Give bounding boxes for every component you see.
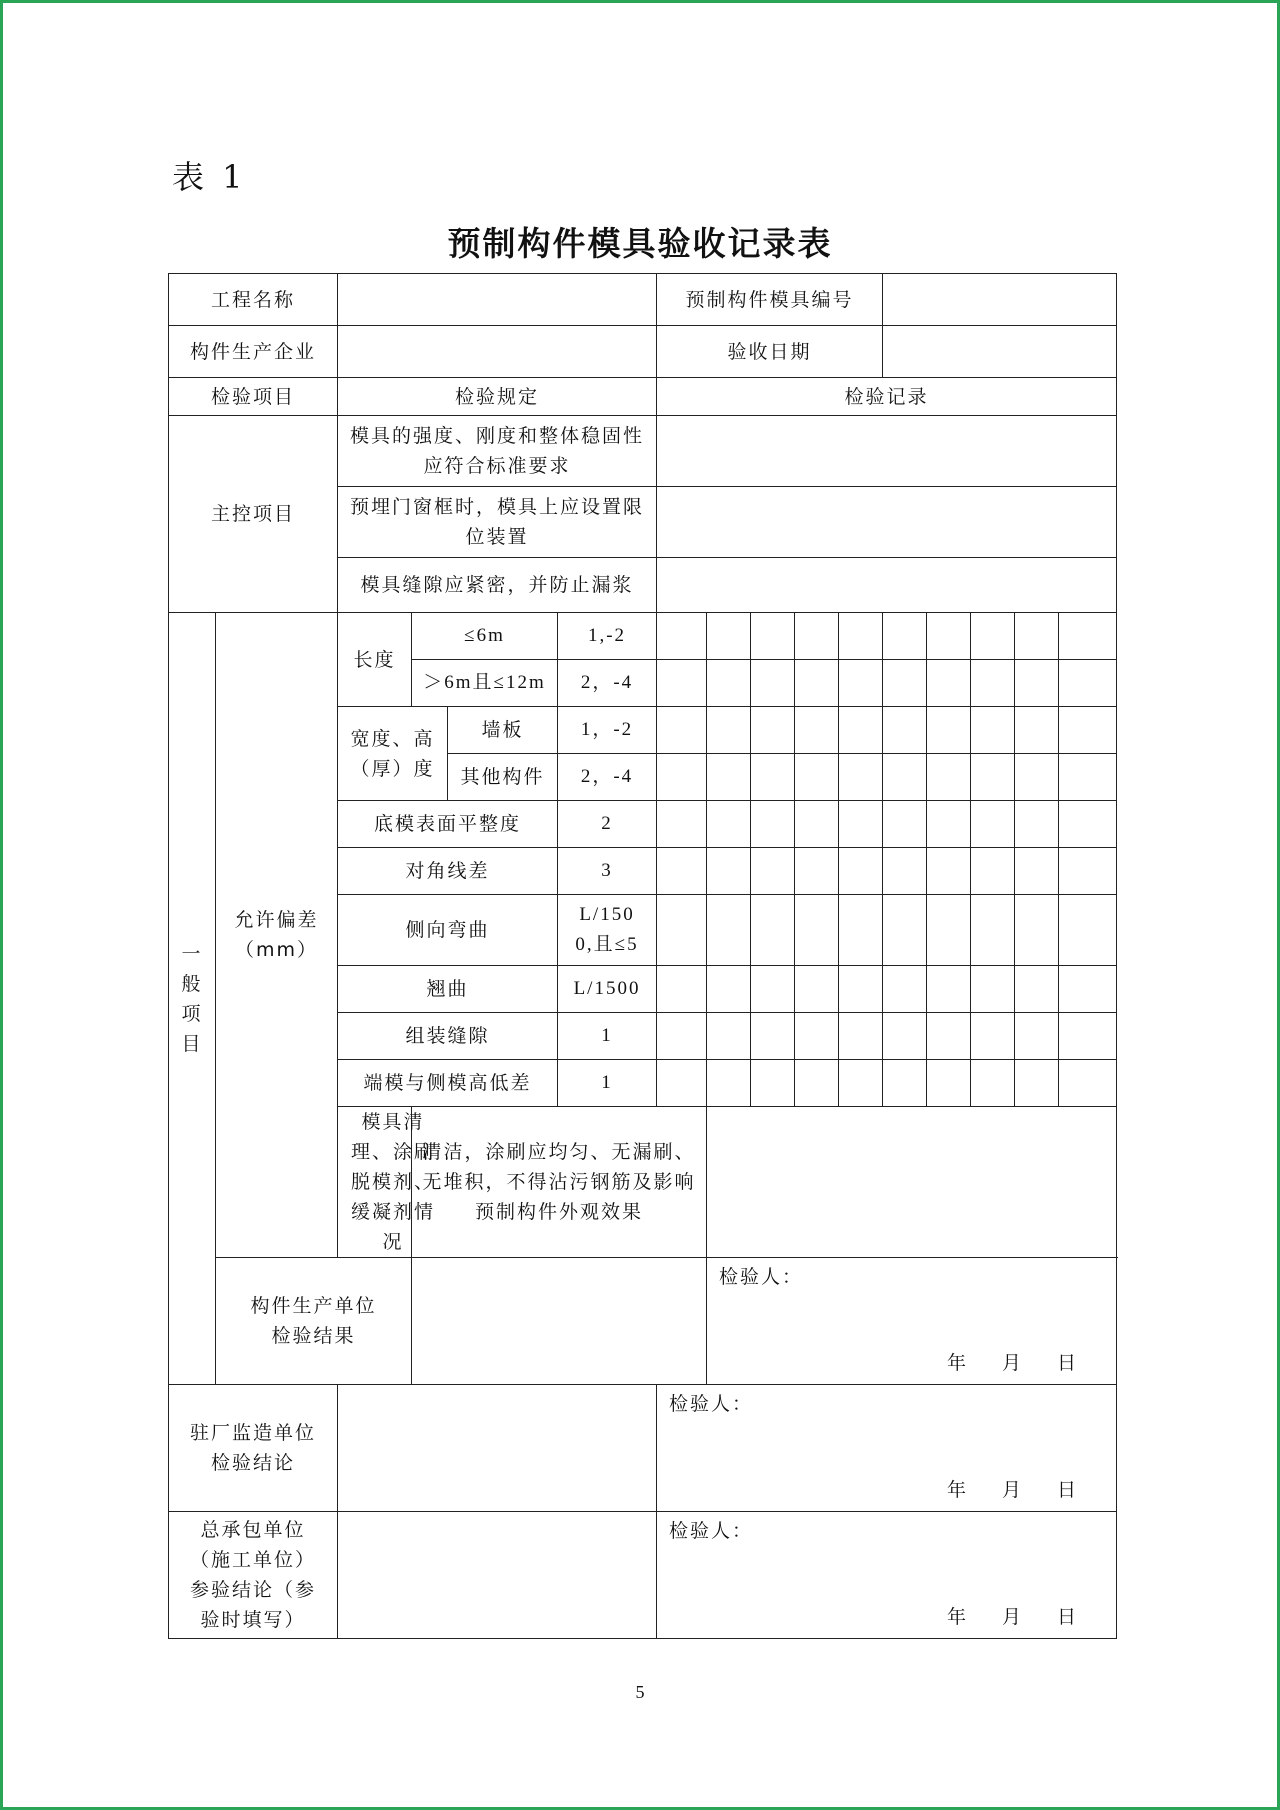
record-cell[interactable] [839,848,883,895]
width-condition: 其他构件 [448,754,558,801]
record-cell[interactable] [1015,613,1059,660]
record-cell[interactable] [927,1013,971,1060]
record-cell[interactable] [1015,660,1059,707]
record-cell[interactable] [1015,1060,1059,1107]
tolerance-value: 3 [558,848,657,895]
record-cell[interactable] [751,848,795,895]
record-cell[interactable] [971,1060,1015,1107]
record-cell[interactable] [1059,613,1117,660]
record-cell[interactable] [927,1060,971,1107]
record-cell[interactable] [839,1060,883,1107]
record-cell[interactable] [1059,966,1117,1013]
tolerance-value: 2 [558,801,657,848]
record-cell[interactable] [795,660,839,707]
mold-number-value[interactable] [883,274,1117,326]
record-cell[interactable] [1015,707,1059,754]
page-title: 预制构件模具验收记录表 [447,224,833,263]
length-condition: ＞6m且≤12m [412,660,558,707]
record-cell[interactable] [1015,754,1059,801]
record-cell[interactable] [1059,754,1117,801]
inspection-form-table [168,273,1117,1639]
record-cell[interactable] [883,707,927,754]
project-name-value[interactable] [338,274,657,326]
record-cell[interactable] [971,613,1015,660]
record-cell[interactable] [707,1107,1117,1258]
signoff-result[interactable] [412,1258,707,1385]
record-cell[interactable] [1059,848,1117,895]
mold-number-label: 预制构件模具编号 [657,274,883,326]
record-cell[interactable] [707,754,751,801]
length-label: 长度 [338,613,412,707]
record-cell[interactable] [707,707,751,754]
tolerance-item: 组装缝隙 [338,1013,558,1060]
record-cell[interactable] [795,613,839,660]
record-cell[interactable] [707,660,751,707]
record-cell[interactable] [657,895,707,966]
signoff-label: 驻厂监造单位检验结论 [169,1385,338,1512]
main-control-label: 主控项目 [169,416,338,613]
record-cell[interactable] [839,707,883,754]
record-cell[interactable] [657,754,707,801]
record-cell[interactable] [971,754,1015,801]
record-cell[interactable] [795,1013,839,1060]
width-height-label: 宽度、高（厚）度 [338,707,448,801]
record-cell[interactable] [751,613,795,660]
record-cell[interactable] [927,895,971,966]
record-cell[interactable] [883,613,927,660]
date-fields: 年 月 日 [947,1606,1079,1628]
signoff-result[interactable] [338,1385,657,1512]
record-cell[interactable] [657,487,1117,558]
record-cell[interactable] [1059,660,1117,707]
accept-date-label: 验收日期 [657,326,883,378]
tolerance-value: 1 [558,1013,657,1060]
main-control-rule: 模具的强度、刚度和整体稳固性应符合标准要求 [338,416,657,487]
record-cell[interactable] [1059,707,1117,754]
record-cell[interactable] [707,848,751,895]
record-cell[interactable] [1059,801,1117,848]
tolerance-value: L/1500,且≤5 [558,895,657,966]
record-cell[interactable] [795,707,839,754]
cleaning-label: 模具清理、涂刷脱模剂、缓凝剂情况 [338,1107,412,1258]
main-control-rule: 预埋门窗框时，模具上应设置限位装置 [338,487,657,558]
record-cell[interactable] [883,895,927,966]
tolerance-item: 对角线差 [338,848,558,895]
main-control-rule: 模具缝隙应紧密，并防止漏浆 [338,558,657,613]
record-cell[interactable] [707,801,751,848]
record-cell[interactable] [883,801,927,848]
column-header-rule: 检验规定 [338,378,657,416]
record-cell[interactable] [795,801,839,848]
record-cell[interactable] [751,660,795,707]
length-condition: ≤6m [412,613,558,660]
record-cell[interactable] [971,895,1015,966]
record-cell[interactable] [839,613,883,660]
record-cell[interactable] [883,754,927,801]
record-cell[interactable] [927,707,971,754]
record-cell[interactable] [883,1060,927,1107]
inspector-label: 检验人： [669,1393,754,1415]
record-cell[interactable] [839,1013,883,1060]
date-fields: 年 月 日 [947,1352,1079,1374]
record-cell[interactable] [971,801,1015,848]
record-cell[interactable] [1015,895,1059,966]
accept-date-value[interactable] [883,326,1117,378]
page-number: 5 [635,1682,645,1702]
record-cell[interactable] [883,966,927,1013]
tolerance-value: 1 [558,1060,657,1107]
record-cell[interactable] [795,848,839,895]
record-cell[interactable] [795,966,839,1013]
record-cell[interactable] [657,660,707,707]
record-cell[interactable] [927,613,971,660]
signoff-signature[interactable] [707,1258,1117,1385]
signoff-label: 总承包单位（施工单位）参验结论（参验时填写） [169,1512,338,1639]
record-cell[interactable] [657,848,707,895]
record-cell[interactable] [751,707,795,754]
record-cell[interactable] [839,966,883,1013]
record-cell[interactable] [971,707,1015,754]
record-cell[interactable] [657,707,707,754]
general-items-label: 一般项目 [169,613,216,1385]
signoff-result[interactable] [338,1512,657,1639]
record-cell[interactable] [883,660,927,707]
table-label: 表 1 [172,158,247,196]
tolerance-item: 底模表面平整度 [338,801,558,848]
record-cell[interactable] [657,966,707,1013]
record-cell[interactable] [657,1060,707,1107]
producer-label: 构件生产企业 [169,326,338,378]
record-cell[interactable] [971,966,1015,1013]
record-cell[interactable] [971,660,1015,707]
tolerance-value: 1，-2 [558,707,657,754]
record-cell[interactable] [839,660,883,707]
record-cell[interactable] [751,1060,795,1107]
record-cell[interactable] [707,966,751,1013]
tolerance-label: 允许偏差（mm） [216,613,338,1258]
record-cell[interactable] [707,895,751,966]
record-cell[interactable] [657,558,1117,613]
producer-value[interactable] [338,326,657,378]
record-cell[interactable] [795,1060,839,1107]
record-cell[interactable] [927,754,971,801]
record-cell[interactable] [1015,966,1059,1013]
record-cell[interactable] [883,1013,927,1060]
record-cell[interactable] [927,801,971,848]
record-cell[interactable] [707,1013,751,1060]
record-cell[interactable] [1059,1060,1117,1107]
record-cell[interactable] [657,613,707,660]
signoff-signature[interactable] [657,1512,1117,1639]
record-cell[interactable] [927,660,971,707]
record-cell[interactable] [657,416,1117,487]
record-cell[interactable] [707,1060,751,1107]
record-cell[interactable] [839,754,883,801]
width-condition: 墙板 [448,707,558,754]
tolerance-item: 侧向弯曲 [338,895,558,966]
record-cell[interactable] [927,848,971,895]
tolerance-item: 端模与侧模高低差 [338,1060,558,1107]
tolerance-value: L/1500 [558,966,657,1013]
record-cell[interactable] [751,895,795,966]
record-cell[interactable] [1059,895,1117,966]
record-cell[interactable] [1015,848,1059,895]
record-cell[interactable] [707,613,751,660]
tolerance-value: 2，-4 [558,754,657,801]
signoff-signature[interactable] [657,1385,1117,1512]
cleaning-rule: 清洁，涂刷应均匀、无漏刷、无堆积，不得沾污钢筋及影响预制构件外观效果 [412,1107,707,1258]
record-cell[interactable] [927,966,971,1013]
record-cell[interactable] [751,1013,795,1060]
project-name-label: 工程名称 [169,274,338,326]
date-fields: 年 月 日 [947,1479,1079,1501]
record-cell[interactable] [1015,801,1059,848]
record-cell[interactable] [795,895,839,966]
tolerance-value: 2，-4 [558,660,657,707]
record-cell[interactable] [657,1013,707,1060]
column-header-item: 检验项目 [169,378,338,416]
record-cell[interactable] [883,848,927,895]
record-cell[interactable] [839,801,883,848]
record-cell[interactable] [1015,1013,1059,1060]
signoff-label: 构件生产单位检验结果 [216,1258,412,1385]
record-cell[interactable] [751,966,795,1013]
record-cell[interactable] [971,848,1015,895]
tolerance-value: 1,-2 [558,613,657,660]
record-cell[interactable] [751,754,795,801]
record-cell[interactable] [971,1013,1015,1060]
record-cell[interactable] [751,801,795,848]
record-cell[interactable] [795,754,839,801]
record-cell[interactable] [839,895,883,966]
inspector-label: 检验人： [719,1266,804,1288]
record-cell[interactable] [657,801,707,848]
column-header-record: 检验记录 [657,378,1117,416]
tolerance-item: 翘曲 [338,966,558,1013]
record-cell[interactable] [1059,1013,1117,1060]
inspector-label: 检验人： [669,1520,754,1542]
